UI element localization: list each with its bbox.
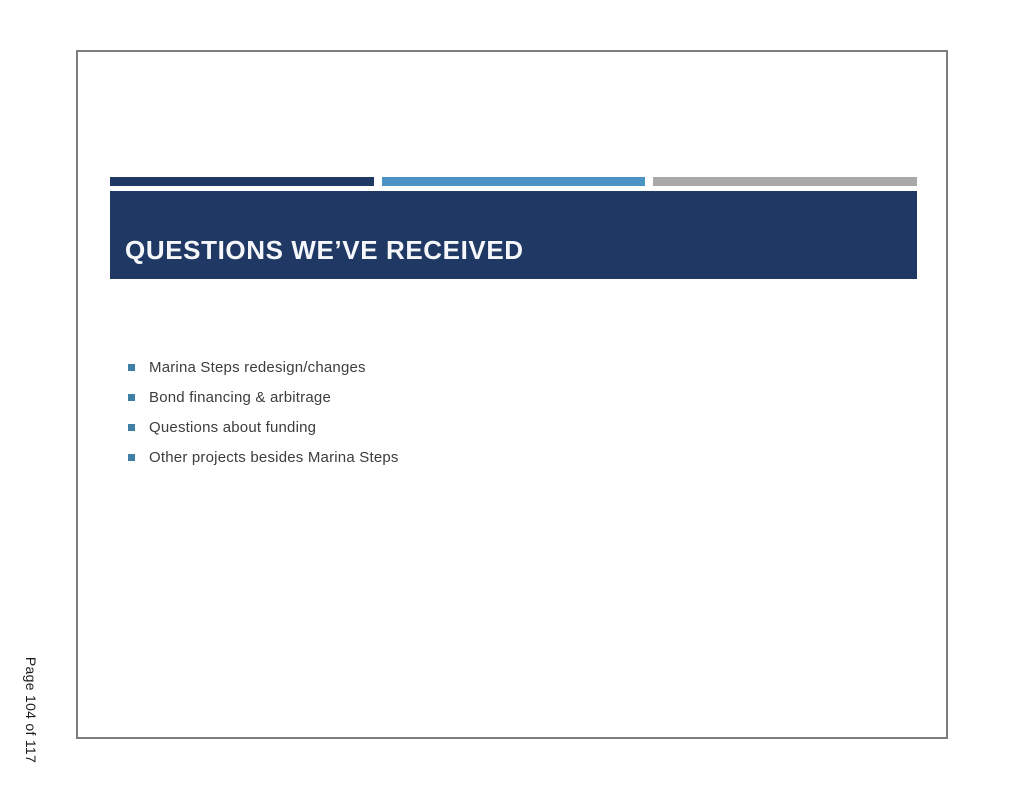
slide-title: QUESTIONS WE’VE RECEIVED (125, 235, 524, 265)
list-item (128, 442, 399, 472)
bullet-text: Other projects besides Marina Steps (149, 448, 399, 466)
accent-bar-gray (653, 177, 917, 186)
bullet-text: Questions about funding (149, 418, 317, 436)
bullet-list (128, 352, 399, 472)
list-item (128, 352, 399, 382)
bullet-square-icon (128, 394, 135, 401)
bullet-square-icon (128, 424, 135, 431)
bullet-square-icon (128, 364, 135, 371)
list-item (128, 412, 399, 442)
accent-bar-navy (110, 177, 374, 186)
accent-bars (110, 177, 917, 186)
slide-title-bar (110, 191, 917, 279)
list-item (128, 382, 399, 412)
page-number-label: Page 104 of 117 (23, 656, 39, 764)
bullet-text: Bond financing & arbitrage (149, 388, 331, 406)
bullet-square-icon (128, 454, 135, 461)
accent-bar-blue (382, 177, 646, 186)
slide-frame (76, 50, 948, 739)
bullet-text: Marina Steps redesign/changes (149, 358, 366, 376)
